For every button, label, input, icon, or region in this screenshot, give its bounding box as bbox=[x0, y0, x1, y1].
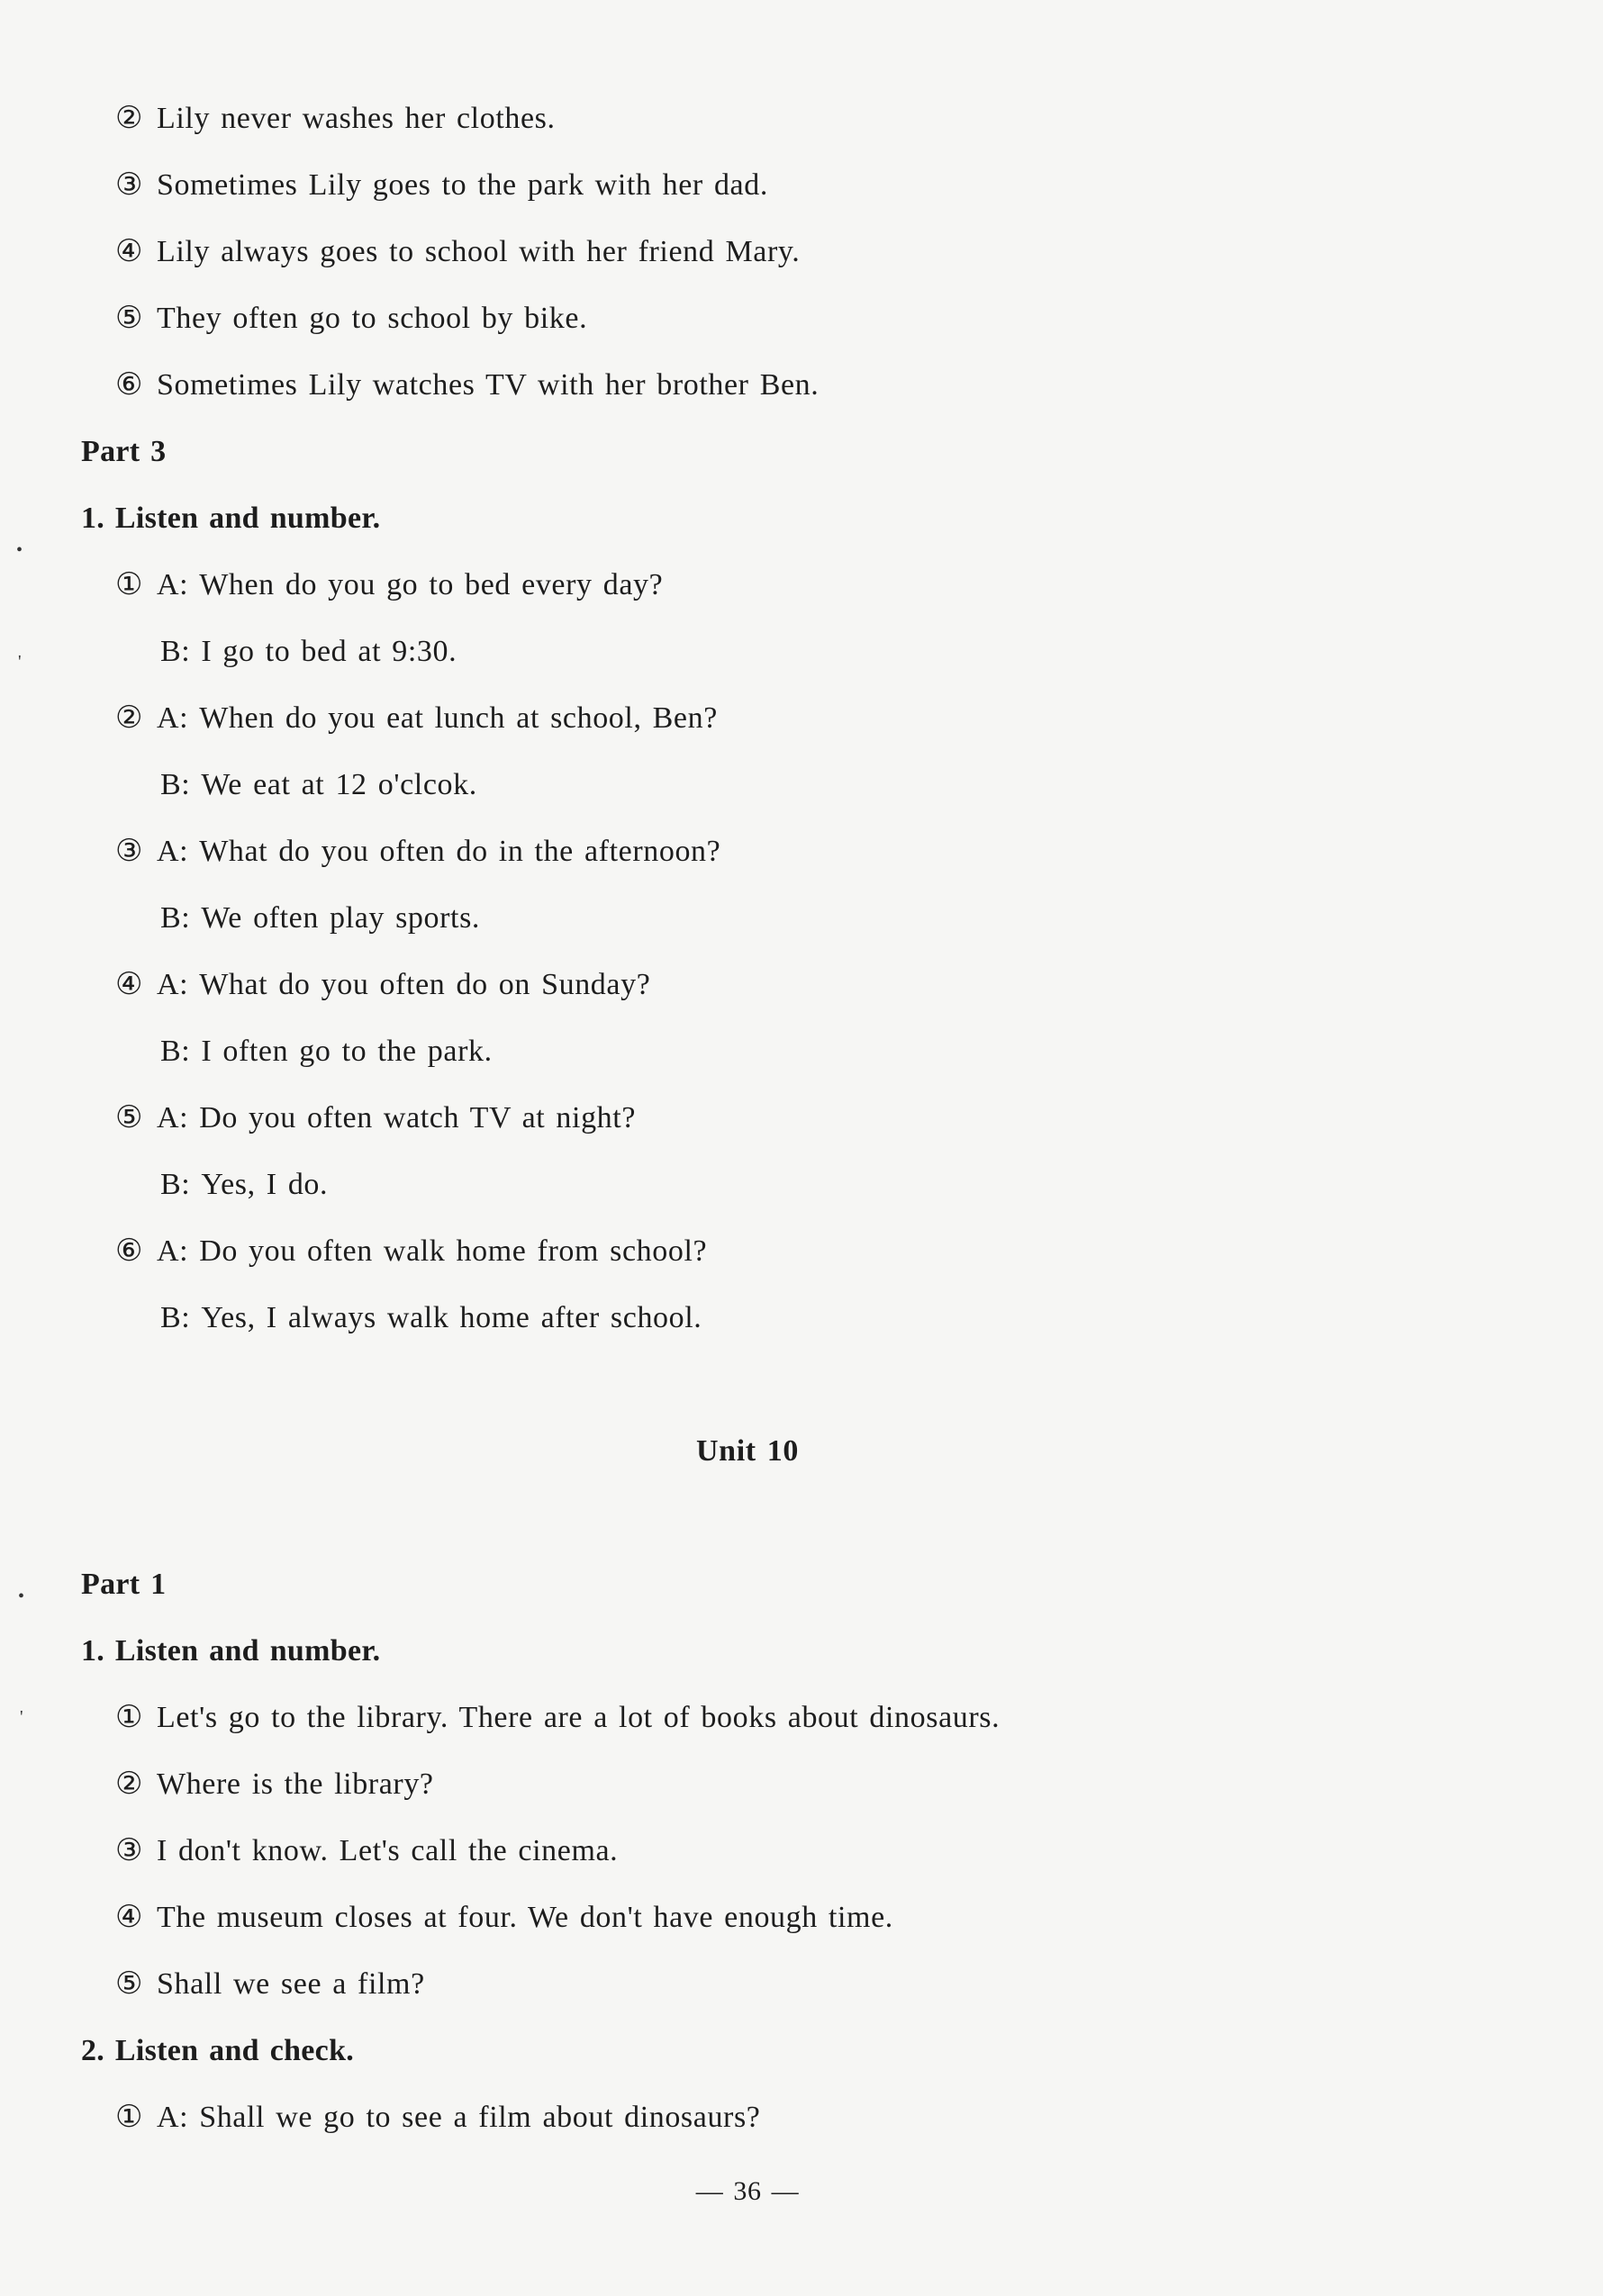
list-item bbox=[115, 232, 800, 272]
list-item bbox=[115, 299, 587, 339]
unit-heading: Unit 10 bbox=[696, 1434, 799, 1468]
item-number: ① bbox=[115, 2101, 144, 2134]
dialog-line-b bbox=[160, 632, 457, 672]
item-text: The museum closes at four. We don't have enough time. bbox=[157, 1901, 893, 1934]
dialog-text: We often play sports. bbox=[201, 901, 481, 935]
item-text: Lily always goes to school with her friend Mary. bbox=[157, 235, 801, 268]
list-item bbox=[115, 99, 556, 139]
dialog-text: I go to bed at 9:30. bbox=[201, 635, 457, 668]
list-item bbox=[115, 1698, 1000, 1738]
item-number: ② bbox=[115, 701, 144, 735]
item-number: ① bbox=[115, 568, 144, 601]
item-text: Sometimes Lily watches TV with her brother Ben. bbox=[157, 368, 820, 402]
dialog-line-a bbox=[115, 699, 718, 738]
dialog-line-a bbox=[115, 965, 650, 1005]
item-text: They often go to school by bike. bbox=[157, 302, 588, 335]
speaker-label: A: bbox=[157, 701, 189, 735]
item-number: ④ bbox=[115, 968, 144, 1001]
margin-mark: ' bbox=[18, 652, 22, 672]
item-number: ② bbox=[115, 102, 144, 135]
list-item bbox=[115, 1765, 434, 1804]
dialog-line-a bbox=[115, 832, 720, 872]
speaker-label: B: bbox=[160, 1301, 191, 1334]
dialog-text: When do you go to bed every day? bbox=[199, 568, 664, 601]
speaker-label: A: bbox=[157, 1101, 189, 1134]
item-number: ① bbox=[115, 1701, 144, 1734]
dialog-line-a bbox=[115, 2098, 761, 2138]
item-text: Sometimes Lily goes to the park with her dad. bbox=[157, 168, 768, 202]
item-number: ⑤ bbox=[115, 1101, 144, 1134]
dialog-text: Shall we go to see a film about dinosaurs? bbox=[199, 2101, 761, 2134]
item-number: ③ bbox=[115, 1834, 144, 1867]
speaker-label: B: bbox=[160, 768, 191, 801]
dialog-text: What do you often do in the afternoon? bbox=[199, 835, 721, 868]
part-1-heading: Part 1 bbox=[81, 1568, 167, 1601]
dialog-line-b bbox=[160, 1032, 493, 1071]
section-heading-listen-check: 2. Listen and check. bbox=[81, 2034, 355, 2067]
speaker-label: A: bbox=[157, 2101, 189, 2134]
dialog-line-b bbox=[160, 899, 480, 938]
section-heading-listen-number: 1. Listen and number. bbox=[81, 502, 381, 535]
list-item bbox=[115, 1831, 618, 1871]
item-number: ⑤ bbox=[115, 1967, 144, 2001]
dialog-line-b bbox=[160, 765, 477, 805]
speaker-label: B: bbox=[160, 1035, 191, 1068]
page-number: — 36 — bbox=[695, 2176, 800, 2206]
item-number: ⑥ bbox=[115, 1234, 144, 1268]
section-heading-listen-number: 1. Listen and number. bbox=[81, 1634, 381, 1668]
item-number: ④ bbox=[115, 235, 144, 268]
dialog-text: Yes, I do. bbox=[201, 1168, 329, 1201]
item-number: ④ bbox=[115, 1901, 144, 1934]
dialog-text: What do you often do on Sunday? bbox=[199, 968, 651, 1001]
dialog-line-a bbox=[115, 1098, 636, 1138]
list-item bbox=[115, 366, 819, 405]
speaker-label: A: bbox=[157, 568, 189, 601]
speaker-label: A: bbox=[157, 835, 189, 868]
item-text: Let's go to the library. There are a lot of books about dinosaurs. bbox=[157, 1701, 1001, 1734]
dialog-line-b bbox=[160, 1298, 702, 1338]
list-item bbox=[115, 166, 768, 205]
dialog-line-a bbox=[115, 1232, 707, 1271]
item-number: ⑤ bbox=[115, 302, 144, 335]
margin-mark: • bbox=[16, 540, 23, 560]
dialog-text: Do you often walk home from school? bbox=[199, 1234, 708, 1268]
item-text: Lily never washes her clothes. bbox=[157, 102, 556, 135]
item-number: ⑥ bbox=[115, 368, 144, 402]
dialog-text: We eat at 12 o'clcok. bbox=[201, 768, 477, 801]
item-text: I don't know. Let's call the cinema. bbox=[157, 1834, 619, 1867]
item-number: ③ bbox=[115, 168, 144, 202]
dialog-line-b bbox=[160, 1165, 328, 1205]
item-text: Shall we see a film? bbox=[157, 1967, 425, 2001]
item-text: Where is the library? bbox=[157, 1767, 434, 1801]
dialog-text: Do you often watch TV at night? bbox=[199, 1101, 637, 1134]
list-item bbox=[115, 1965, 425, 2004]
dialog-text: Yes, I always walk home after school. bbox=[201, 1301, 702, 1334]
dialog-text: I often go to the park. bbox=[201, 1035, 493, 1068]
part-3-heading: Part 3 bbox=[81, 435, 167, 468]
speaker-label: A: bbox=[157, 968, 189, 1001]
item-number: ③ bbox=[115, 835, 144, 868]
speaker-label: A: bbox=[157, 1234, 189, 1268]
speaker-label: B: bbox=[160, 635, 191, 668]
margin-mark: • bbox=[18, 1586, 25, 1606]
speaker-label: B: bbox=[160, 901, 191, 935]
dialog-text: When do you eat lunch at school, Ben? bbox=[199, 701, 718, 735]
margin-mark: ' bbox=[20, 1707, 23, 1727]
list-item bbox=[115, 1898, 893, 1938]
item-number: ② bbox=[115, 1767, 144, 1801]
dialog-line-a bbox=[115, 565, 663, 605]
speaker-label: B: bbox=[160, 1168, 191, 1201]
